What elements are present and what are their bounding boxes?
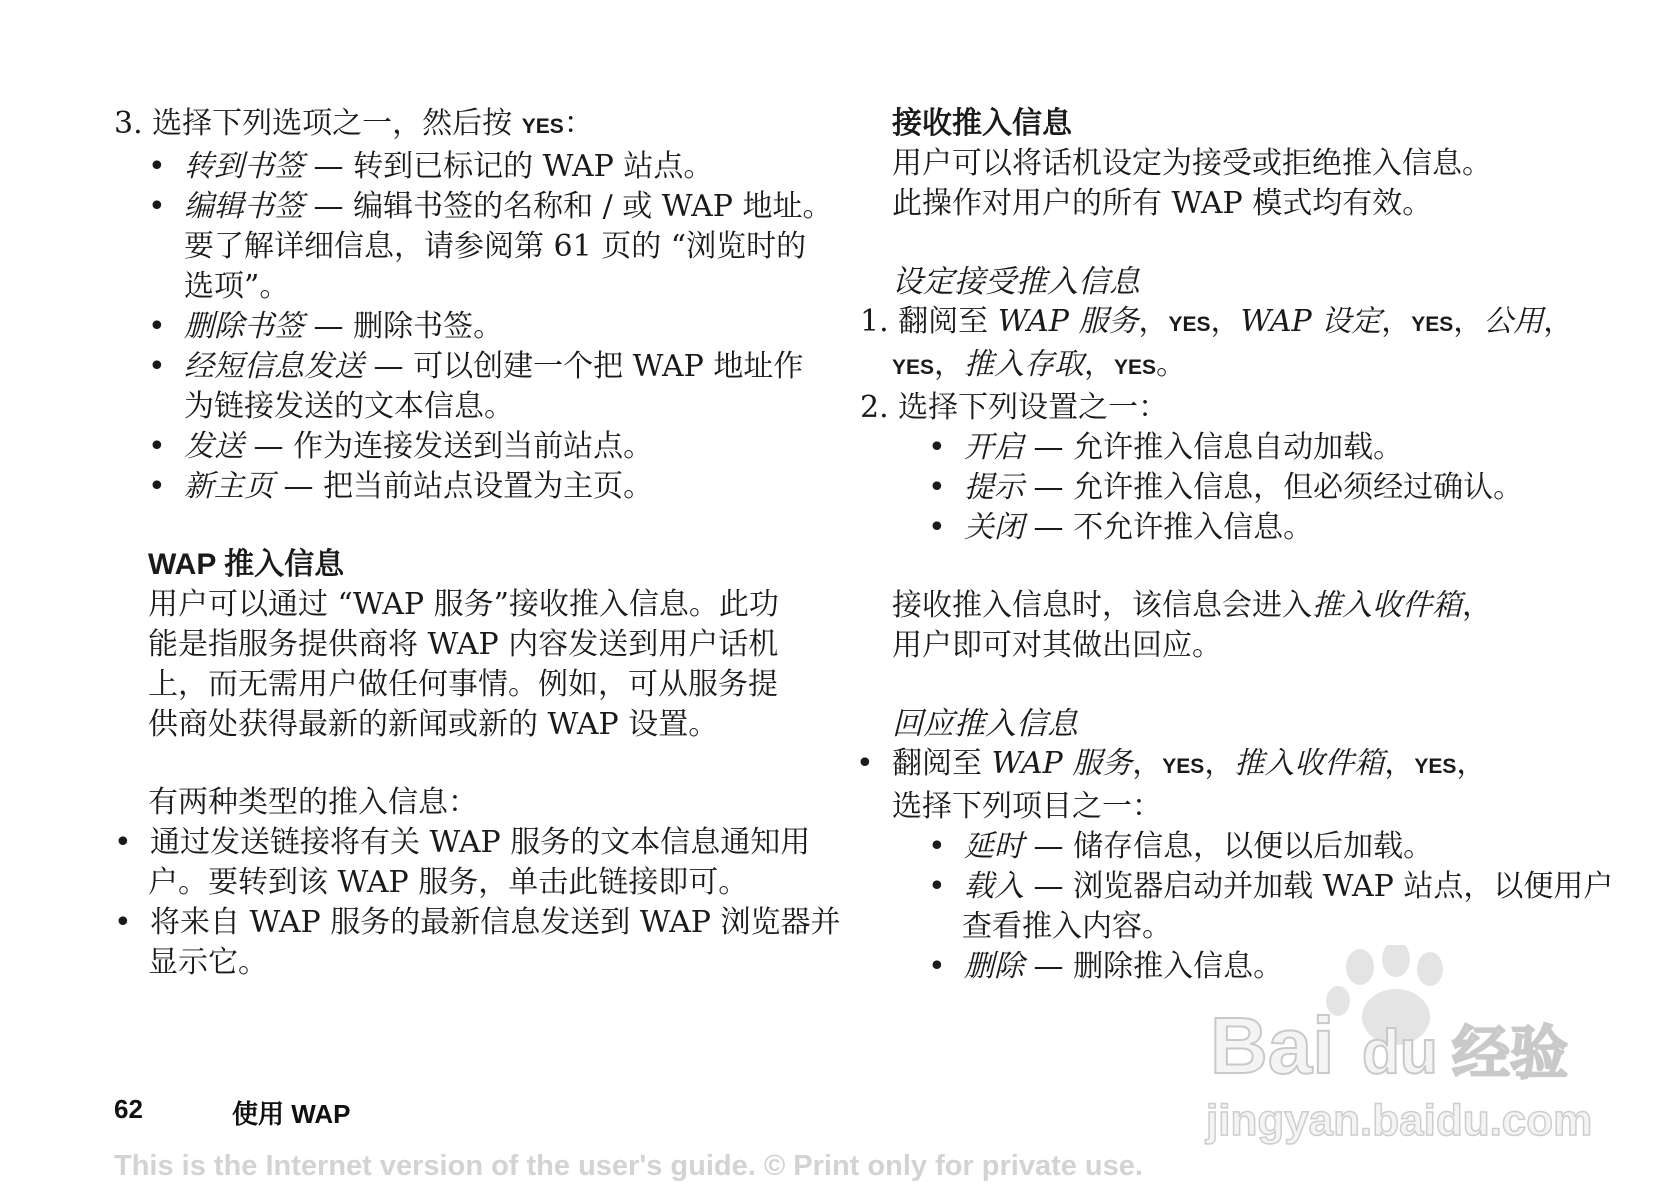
reply-option-load: • 载入 — 浏览器启动并加载 WAP 站点，以便用户 [928, 869, 1614, 904]
push-para: 供商处获得最新的新闻或新的 WAP 设置。 [148, 707, 719, 742]
internet-version-notice: This is the Internet version of the user's guide. © Print only for private use. [114, 1150, 1143, 1182]
step-1: 1. 翻阅至 WAP 服务，YES，WAP 设定，YES，公用， [860, 304, 1574, 339]
right-column [856, 104, 1662, 987]
baidu-paw-icon [1190, 945, 1610, 1145]
step-2: 2. 选择下列设置之一： [860, 390, 1169, 425]
option-goto-bookmark: • 转到书签 — 转到已标记的 WAP 站点。 [148, 149, 714, 184]
page-number: 62 [114, 1094, 143, 1124]
option-edit-bookmark-cont: 选项”。 [184, 269, 290, 304]
reply-option-delay: • 延时 — 储存信息，以便以后加载。 [928, 829, 1434, 864]
push-para: 上，而无需用户做任何事情。例如，可从服务提 [148, 667, 778, 702]
inbox-para-cont: 用户即可对其做出回应。 [892, 628, 1222, 663]
option-send-sms: • 经短信息发送 — 可以创建一个把 WAP 地址作 [148, 349, 804, 384]
type-item-cont: 户。要转到该 WAP 服务，单击此链接即可。 [148, 865, 749, 900]
receive-heading: 接收推入信息 [892, 107, 1072, 140]
option-new-homepage: • 新主页 — 把当前站点设置为主页。 [148, 469, 654, 504]
watermark-brand-a: Bai [1210, 1001, 1335, 1090]
option-delete-bookmark: • 删除书签 — 删除书签。 [148, 309, 504, 344]
step-1-cont: YES，推入存取，YES。 [892, 347, 1187, 382]
footer-section-title: 使用 WAP [232, 1099, 351, 1129]
reply-option-load-cont: 查看推入内容。 [962, 909, 1172, 944]
push-para: 用户可以通过 “WAP 服务”接收推入信息。此功 [148, 587, 779, 622]
type-item-cont: 显示它。 [148, 945, 268, 980]
watermark-url: jingyan.baidu.com [1206, 1096, 1593, 1145]
reply-step: • 翻阅至 WAP 服务，YES，推入收件箱，YES， [856, 746, 1487, 781]
left-column [114, 104, 874, 983]
yes-key: YES [521, 115, 564, 138]
types-intro: 有两种类型的推入信息： [148, 785, 478, 820]
baidu-watermark [1190, 945, 1610, 1149]
push-para: 能是指服务提供商将 WAP 内容发送到用户话机 [148, 627, 779, 662]
setting-on: • 开启 — 允许推入信息自动加载。 [928, 430, 1404, 465]
type-item: • 通过发送链接将有关 WAP 服务的文本信息通知用 [114, 825, 811, 860]
set-heading: 设定接受推入信息 [892, 264, 1140, 300]
watermark-brand-c: 经验 [1452, 1019, 1569, 1087]
option-edit-bookmark-cont: 要了解详细信息，请参阅第 61 页的 “浏览时的 [184, 229, 807, 264]
reply-option-delete: • 删除 — 删除推入信息。 [928, 949, 1284, 984]
option-edit-bookmark: • 编辑书签 — 编辑书签的名称和 / 或 WAP 地址。 [148, 189, 833, 224]
reply-heading: 回应推入信息 [892, 706, 1078, 742]
receive-para: 用户可以将话机设定为接受或拒绝推入信息。 [892, 146, 1492, 181]
step-3: 3. 选择下列选项之一，然后按 YES： [114, 106, 594, 141]
option-send-sms-cont: 为链接发送的文本信息。 [184, 389, 514, 424]
inbox-para: 接收推入信息时，该信息会进入推入收件箱， [892, 588, 1492, 623]
type-item: • 将来自 WAP 服务的最新信息发送到 WAP 浏览器并 [114, 905, 841, 940]
setting-off: • 关闭 — 不允许推入信息。 [928, 510, 1314, 545]
setting-prompt: • 提示 — 允许推入信息，但必须经过确认。 [928, 470, 1524, 505]
option-send: • 发送 — 作为连接发送到当前站点。 [148, 429, 654, 464]
receive-para: 此操作对用户的所有 WAP 模式均有效。 [892, 186, 1433, 221]
push-heading: WAP 推入信息 [148, 548, 345, 581]
watermark-brand-b: du [1362, 1018, 1438, 1087]
reply-step-cont: 选择下列项目之一： [892, 789, 1162, 824]
